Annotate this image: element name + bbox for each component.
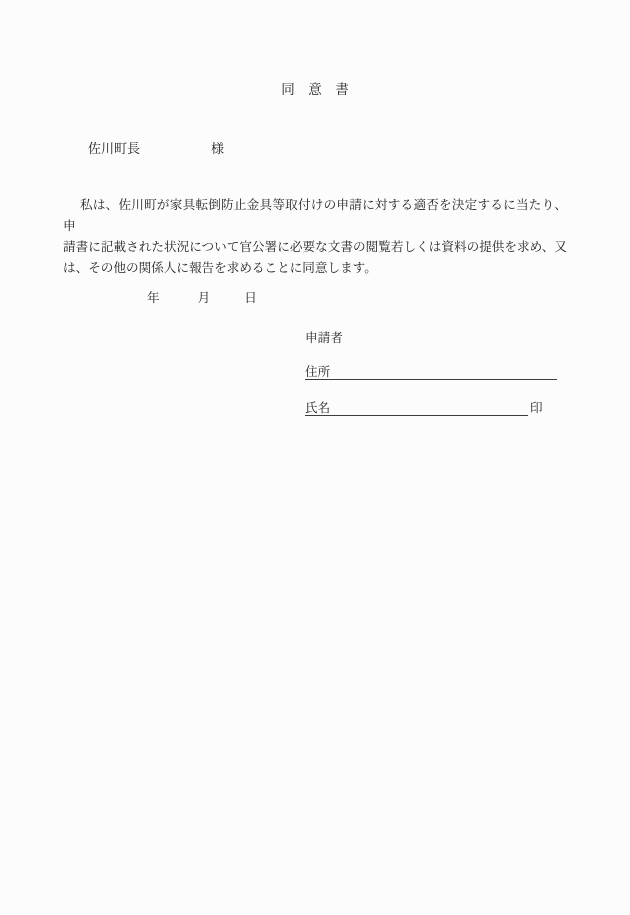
addressee-line <box>88 140 224 157</box>
name-field-row <box>305 401 543 416</box>
addressee-honorific: 様 <box>211 141 225 156</box>
date-day-label: 日 <box>244 291 257 305</box>
address-field-row <box>305 365 557 380</box>
date-year-label: 年 <box>147 291 160 305</box>
date-line <box>147 290 257 307</box>
name-fill-in-line <box>305 401 528 416</box>
paragraph-line: は、その他の関係人に報告を求めることに同意します。 <box>63 261 377 275</box>
address-fill-in-line <box>305 365 557 380</box>
date-month-label: 月 <box>197 291 211 305</box>
paragraph-line: 私は、佐川町が家具転倒防止金具等取付けの申請に対する適否を決定するに当たり、申 <box>63 198 567 233</box>
addressee-name: 佐川町長 <box>88 141 141 156</box>
applicant-label: 申請者 <box>305 331 343 345</box>
consent-paragraph <box>63 195 567 279</box>
seal-label: 印 <box>530 401 543 415</box>
address-label: 住所 <box>305 365 331 379</box>
paragraph-line: 請書に記載された状況について官公署に必要な文書の閲覧若しくは資料の提供を求め、又 <box>63 240 567 254</box>
name-label: 氏名 <box>305 401 331 415</box>
document-title: 同 意 書 <box>281 82 349 97</box>
